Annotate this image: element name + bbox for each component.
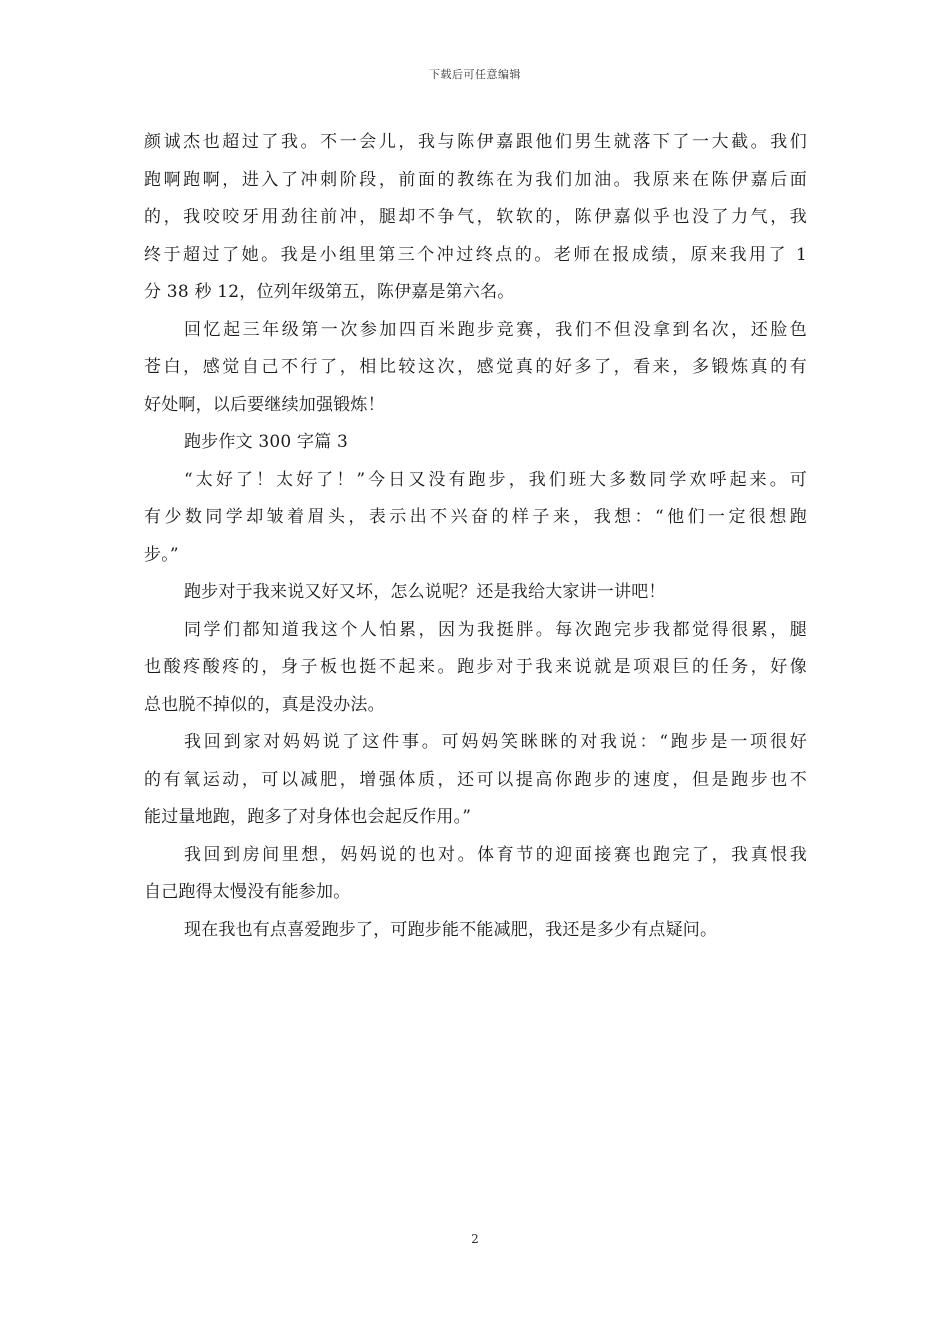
section-heading: 跑步作文 300 字篇 3	[184, 432, 349, 452]
page-header: 下载后可任意编辑	[429, 68, 521, 81]
text-line: 跑啊跑啊，进入了冲刺阶段，前面的教练在为我们加油。我原来在陈伊嘉后面	[144, 169, 807, 190]
text-line: 终于超过了她。我是小组里第三个冲过终点的。老师在报成绩，原来我用了 1	[144, 244, 807, 265]
paragraph-first-line: 我回到家对妈妈说了这件事。可妈妈笑眯眯的对我说：“跑步是一项很好	[184, 732, 807, 752]
text-line: 苍白，感觉自己不行了，相比较这次，感觉真的好多了，看来，多锻炼真的有	[144, 357, 807, 377]
paragraph-first-line: 我回到房间里想，妈妈说的也对。体育节的迎面接赛也跑完了，我真恨我	[184, 844, 807, 865]
paragraph-first-line: 同学们都知道我这个人怕累，因为我挺胖。每次跑完步我都觉得很累，腿	[184, 619, 807, 640]
text-line: 步。”	[144, 544, 179, 565]
text-line: 能过量地跑，跑多了对身体也会起反作用。”	[144, 807, 472, 827]
page-number: 2	[471, 1232, 479, 1246]
text-line: 颜诚杰也超过了我。不一会儿，我与陈伊嘉跟他们男生就落下了一大截。我们	[144, 132, 807, 152]
text-line: 好处啊，以后要继续加强锻炼！	[144, 394, 385, 415]
text-line: 有少数同学却皱着眉头，表示出不兴奋的样子来，我想：“他们一定很想跑	[144, 507, 807, 527]
paragraph-first-line: 现在我也有点喜爱跑步了，可跑步能不能减肥，我还是多少有点疑问。	[184, 919, 718, 940]
text-line: 分 38 秒 12，位列年级第五，陈伊嘉是第六名。	[144, 282, 515, 302]
text-line: 的有氧运动，可以减肥，增强体质，还可以提高你跑步的速度，但是跑步也不	[144, 769, 807, 790]
text-line: 也酸疼酸疼的，身子板也挺不起来。跑步对于我来说就是项艰巨的任务，好像	[144, 657, 807, 677]
document-body	[144, 124, 807, 949]
paragraph-first-line: 跑步对于我来说又好又坏，怎么说呢？还是我给大家讲一讲吧！	[184, 582, 666, 602]
text-line: 总也脱不掉似的，真是没办法。	[144, 694, 385, 715]
text-line: 自己跑得太慢没有能参加。	[144, 882, 351, 902]
paragraph-first-line: 回忆起三年级第一次参加四百米跑步竞赛，我们不但没拿到名次，还脸色	[184, 319, 807, 340]
paragraph-first-line: “太好了！太好了！”今日又没有跑步，我们班大多数同学欢呼起来。可	[184, 469, 807, 490]
text-line: 的，我咬咬牙用劲往前冲，腿却不争气，软软的，陈伊嘉似乎也没了力气，我	[144, 207, 807, 227]
